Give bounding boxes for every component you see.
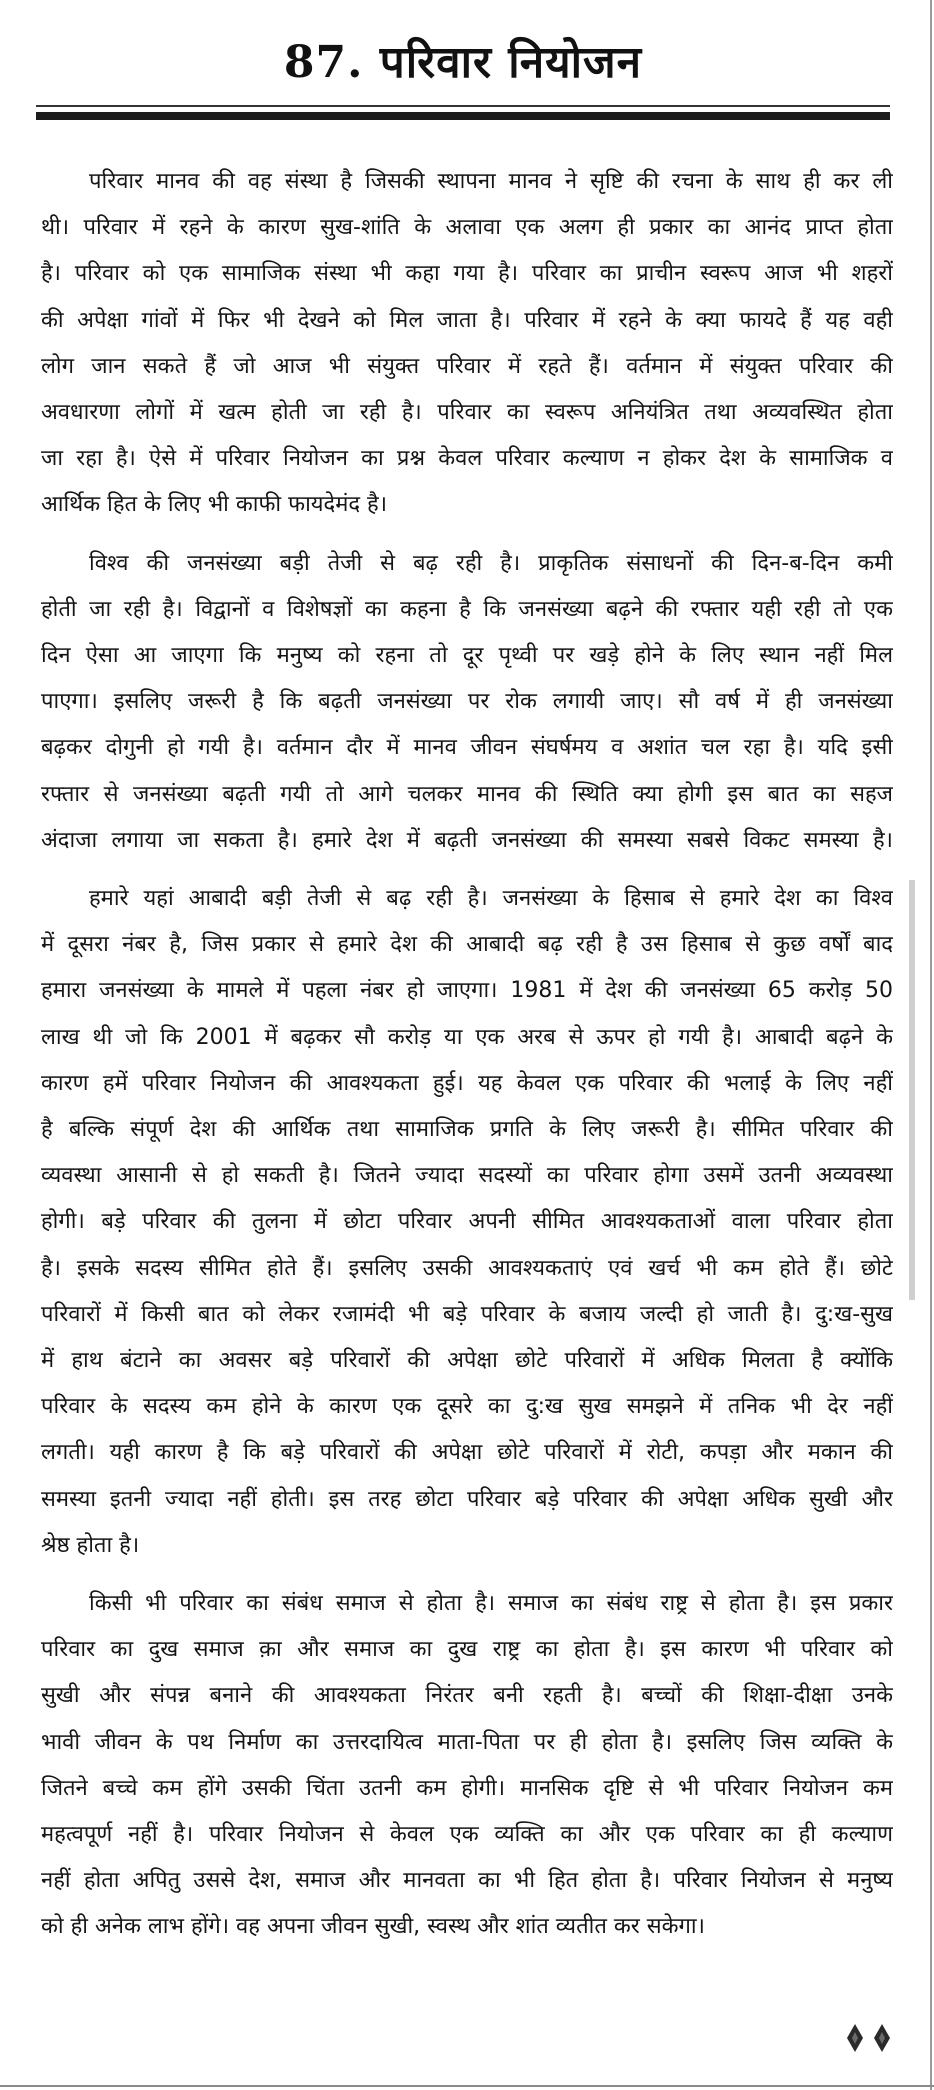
paragraph-4-line: सुखी और संपन्न बनाने की आवश्यकता निरंतर बनी रहती है। बच्चों की शिक्षा-दीक्षा उनके	[41, 1683, 893, 1709]
diamond-ornament-icon	[874, 2024, 890, 2052]
paragraph-3-line: कारण हमें परिवार नियोजन की आवश्यकता हुई। यह केवल एक परिवार की भलाई के लिए नहीं	[41, 1070, 893, 1096]
paragraph-2-line: विश्व की जनसंख्या बड़ी तेजी से बढ़ रही है। प्राकृतिक संसाधनों की दिन-ब-दिन कमी	[89, 550, 893, 576]
paragraph-1-line: है। परिवार को एक सामाजिक संस्था भी कहा गया है। परिवार का प्राचीन स्वरूप आज भी शहरों	[41, 261, 893, 287]
paragraph-4-line: जितने बच्चे कम होंगे उसकी चिंता उतनी कम होगी। मानसिक दृष्टि से भी परिवार नियोजन कम	[41, 1775, 893, 1801]
paragraph-4-line: नहीं होता अपितु उससे देश, समाज और मानवता का भी हित होता है। परिवार नियोजन से मनुष्य	[41, 1868, 893, 1894]
paragraph-3-line: में हाथ बंटाने का अवसर बड़े परिवारों की अपेक्षा छोटे परिवारों में अधिक मिलता है क्योंकि	[41, 1348, 893, 1373]
paragraph-1-line: जा रहा है। ऐसे में परिवार नियोजन का प्रश्न केवल परिवार कल्याण न होकर देश के सामाजिक व	[41, 446, 893, 472]
paragraph-4-line: महत्वपूर्ण नहीं है। परिवार नियोजन से केवल एक व्यक्ति का और एक परिवार का ही कल्याण	[41, 1822, 893, 1847]
paragraph-4-line: किसी भी परिवार का संबंध समाज से होता है। समाज का संबंध राष्ट्र से होता है। इस प्रकार	[89, 1591, 893, 1616]
paragraph-2-line: बढ़कर दोगुनी हो गयी है। वर्तमान दौर में मानव जीवन संघर्षमय व अशांत चल रहा है। यदि इसी	[41, 735, 893, 761]
paragraph-3-line: है। इसके सदस्य सीमित होते हैं। इसलिए उसकी आवश्यकताएं एवं खर्च भी कम होते हैं। छोटे	[41, 1255, 893, 1281]
diamond-ornament-icon	[847, 2024, 863, 2052]
title-rule-thick	[36, 112, 890, 120]
page-edge-bottom	[0, 2085, 934, 2087]
paragraph-1-line: परिवार मानव की वह संस्था है जिसकी स्थापना मानव ने सृष्टि की रचना के साथ ही कर ली	[89, 169, 893, 194]
paragraph-1-line: लोग जान सकते हैं जो आज भी संयुक्त परिवार में रहते हैं। वर्तमान में संयुक्त परिवार की	[41, 353, 893, 379]
paragraph-3-line: परिवारों में किसी बात को लेकर रजामंदी भी बड़े परिवार के बजाय जल्दी हो जाती है। दु:ख-सुख	[41, 1301, 893, 1327]
paragraph-1-line: थी। परिवार में रहने के कारण सुख-शांति के अलावा एक अलग ही प्रकार का आनंद प्राप्त होता	[41, 215, 893, 241]
paragraph-3-line: हमारा जनसंख्या के मामले में पहला नंबर हो जाएगा। 1981 में देश की जनसंख्या 65 करोड़ 50	[41, 978, 893, 1004]
paragraph-3-line: है बल्कि संपूर्ण देश की आर्थिक तथा सामाजिक प्रगति के लिए जरूरी है। सीमित परिवार की	[41, 1117, 893, 1142]
paragraph-2-line: अंदाजा लगाया जा सकता है। हमारे देश में बढ़ती जनसंख्या की समस्या सबसे विकट समस्या है।	[41, 827, 893, 853]
page-edge-right	[930, 0, 932, 2090]
paragraph-1-line: की अपेक्षा गांवों में फिर भी देखने को मिल जाता है। परिवार में रहने के क्या फायदे हैं यह वही	[41, 307, 893, 333]
paragraph-4-line: को ही अनेक लाभ होंगे। वह अपना जीवन सुखी, स्वस्थ और शांत व्यतीत कर सकेगा।	[41, 1914, 705, 1940]
paragraph-3-line: लाख थी जो कि 2001 में बढ़कर सौ करोड़ या एक अरब से ऊपर हो गयी है। आबादी बढ़ने के	[41, 1024, 893, 1050]
title-rule-thin	[36, 105, 890, 107]
paragraph-1-line: अवधारणा लोगों में खत्म होती जा रही है। परिवार का स्वरूप अनियंत्रित तथा अव्यवस्थित होता	[41, 400, 893, 425]
paragraph-3-line: में दूसरा नंबर है, जिस प्रकार से हमारे देश की आबादी बढ़ रही है उस हिसाब से कुछ वर्षों बाद	[41, 932, 893, 958]
paragraph-3-line: समस्या इतनी ज्यादा नहीं होती। इस तरह छोटा परिवार बड़े परिवार की अपेक्षा अधिक सुखी और	[41, 1486, 893, 1512]
paragraph-3-line: व्यवस्था आसानी से हो सकती है। जितने ज्यादा सदस्यों का परिवार होगा उसमें उतनी अव्यवस्था	[41, 1163, 893, 1189]
paragraph-1-line: आर्थिक हित के लिए भी काफी फायदेमंद है।	[41, 492, 388, 518]
paragraph-2-line: होती जा रही है। विद्वानों व विशेषज्ञों का कहना है कि जनसंख्या बढ़ने की रफ्तार यही रही तो एक	[41, 596, 893, 622]
paragraph-4-line: परिवार का दुख समाज क़ा और समाज का दुख राष्ट्र का होता है। इस कारण भी परिवार को	[41, 1637, 893, 1663]
paragraph-3-line: हमारे यहां आबादी बड़ी तेजी से बढ़ रही है। जनसंख्या के हिसाब से हमारे देश का विश्व	[89, 886, 893, 911]
paragraph-4-line: भावी जीवन के पथ निर्माण का उत्तरदायित्व माता-पिता पर ही होता है। इसलिए जिस व्यक्ति के	[41, 1729, 893, 1755]
scan-shadow-strip	[909, 880, 915, 1300]
paragraph-2-line: रफ्तार से जनसंख्या बढ़ती गयी तो आगे चलकर मानव की स्थिति क्या होगी इस बात का सहज	[41, 781, 893, 807]
paragraph-3-line: श्रेष्ठ होता है।	[41, 1532, 140, 1558]
paragraph-3-line: होगी। बड़े परिवार की तुलना में छोटा परिवार अपनी सीमित आवश्यकताओं वाला परिवार होता	[41, 1209, 893, 1235]
paragraph-2-line: दिन ऐसा आ जाएगा कि मनुष्य को रहना तो दूर पृथ्वी पर खड़े होने के लिए स्थान नहीं मिल	[41, 643, 893, 668]
chapter-title: 87. परिवार नियोजन	[283, 37, 643, 88]
paragraph-3-line: लगती। यही कारण है कि बड़े परिवारों की अपेक्षा छोटे परिवारों में रोटी, कपड़ा और मकान की	[41, 1440, 893, 1466]
paragraph-3-line: परिवार के सदस्य कम होने के कारण एक दूसरे का दु:ख सुख समझने में तनिक भी देर नहीं	[41, 1394, 893, 1420]
paragraph-2-line: पाएगा। इसलिए जरूरी है कि बढ़ती जनसंख्या पर रोक लगायी जाए। सौ वर्ष में ही जनसंख्या	[41, 689, 893, 715]
